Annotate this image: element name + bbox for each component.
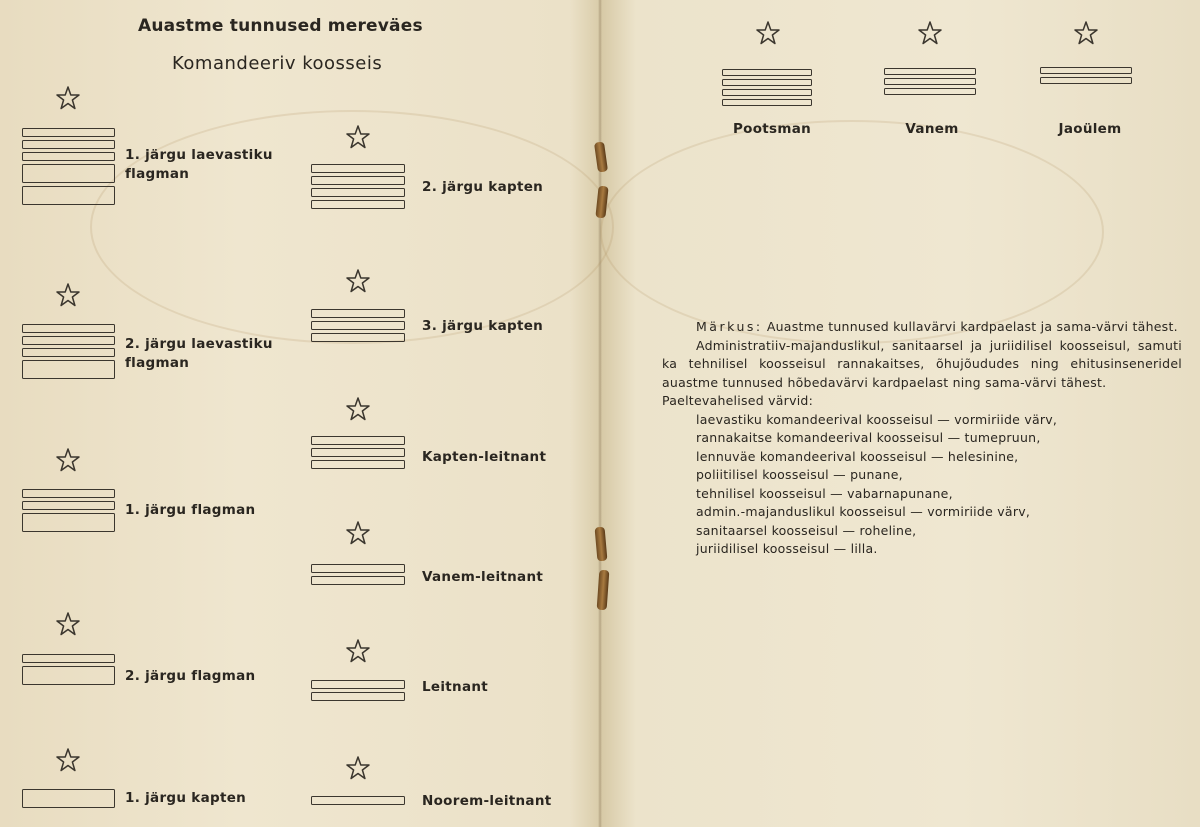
note-paragraph-2: Administratiiv-majanduslikul, sanitaarsel ja juriidilisel koosseisul, samuti ka tehnilisel koosseisul rannakaitses, õhujõududes ning ehitusinseneridel auastme tunnused hõbedavärvi kardpaelast ning sama-värvi tähest.	[662, 337, 1182, 390]
color-list-item: admin.-majanduslikul koosseisul — vormiriide värv,	[696, 504, 1031, 519]
rank-label: Noorem-leitnant	[422, 793, 552, 809]
star-outline-icon	[345, 268, 371, 294]
rank-label-line: 2. järgu flagman	[125, 668, 256, 684]
rank-insignia	[311, 796, 405, 805]
star-outline-icon	[345, 638, 371, 664]
star-outline-icon	[55, 747, 81, 773]
rank-label-line: 2. järgu laevastiku	[125, 336, 273, 352]
rank-label-line: 1. järgu laevastiku	[125, 147, 273, 163]
stripe-narrow	[311, 176, 405, 185]
stripe-narrow	[1040, 67, 1132, 74]
rank-insignia	[722, 69, 812, 106]
stripe-narrow	[311, 692, 405, 701]
color-list-item: lennuväe komandeerival koosseisul — helesinine,	[696, 448, 1019, 464]
rank-insignia	[311, 309, 405, 342]
stripe-narrow	[311, 309, 405, 318]
star-outline-icon	[55, 611, 81, 637]
rank-insignia	[22, 128, 115, 205]
stripe-narrow	[311, 576, 405, 585]
star-outline-icon	[345, 520, 371, 546]
rank-label-line: flagman	[125, 355, 190, 371]
rank-label: Pootsman	[732, 121, 812, 137]
stripe-narrow	[722, 89, 812, 96]
stripe-narrow	[311, 564, 405, 573]
stripe-wide	[22, 186, 115, 205]
color-list-item: sanitaarsel koosseisul — roheline,	[696, 522, 917, 538]
stripe-narrow	[722, 99, 812, 106]
rank-label: Jaoülem	[1058, 121, 1122, 137]
rank-insignia	[884, 68, 976, 95]
stripe-narrow	[311, 796, 405, 805]
stripe-narrow	[22, 348, 115, 357]
color-list-item: tehnilisel koosseisul — vabarnapunane,	[696, 485, 953, 501]
rank-label	[125, 335, 273, 373]
star-outline-icon	[55, 85, 81, 111]
star-outline-icon	[55, 282, 81, 308]
rank-insignia	[22, 654, 115, 685]
colors-list	[662, 411, 1182, 559]
stripe-narrow	[311, 448, 405, 457]
stripe-wide	[22, 513, 115, 532]
stripe-narrow	[22, 140, 115, 149]
stripe-narrow	[311, 188, 405, 197]
color-list-item: juriidilisel koosseisul — lilla.	[696, 541, 878, 556]
star-outline-icon	[345, 124, 371, 150]
rank-label	[125, 667, 255, 686]
rank-label-line: 1. järgu flagman	[125, 502, 256, 518]
stripe-narrow	[22, 336, 115, 345]
star-outline-icon	[755, 20, 781, 46]
rank-insignia	[311, 680, 405, 701]
stripe-narrow	[22, 324, 115, 333]
water-stain	[600, 120, 1104, 344]
page-subtitle: Komandeeriv koosseis	[172, 53, 383, 74]
stripe-narrow	[22, 152, 115, 161]
stripe-narrow	[311, 436, 405, 445]
rank-label	[125, 789, 246, 808]
stripe-narrow	[884, 88, 976, 95]
note-text: Auastme tunnused kullavärvi kardpaelast ja sama-värvi tähest.	[766, 319, 1178, 334]
stripe-wide	[22, 666, 115, 685]
stripe-wide	[22, 164, 115, 183]
page-title: Auastme tunnused mereväes	[138, 16, 423, 36]
stripe-narrow	[1040, 77, 1132, 84]
colors-heading: Paeltevahelised värvid:	[662, 393, 814, 408]
note-heading: Märkus:	[696, 319, 763, 334]
color-list-item: laevastiku komandeerival koosseisul — vormiriide värv,	[696, 411, 1058, 427]
rank-insignia	[22, 789, 115, 808]
stripe-narrow	[311, 333, 405, 342]
stripe-narrow	[722, 79, 812, 86]
stripe-narrow	[22, 501, 115, 510]
rank-insignia	[1040, 67, 1132, 84]
stripe-narrow	[884, 68, 976, 75]
star-outline-icon	[345, 396, 371, 422]
rank-insignia	[311, 164, 405, 209]
rank-label-line: flagman	[125, 166, 190, 182]
star-outline-icon	[1073, 20, 1099, 46]
stripe-wide	[22, 360, 115, 379]
stripe-narrow	[311, 200, 405, 209]
star-outline-icon	[917, 20, 943, 46]
rank-label-line: 1. järgu kapten	[125, 790, 247, 806]
stripe-narrow	[22, 654, 115, 663]
rank-label: Vanem-leitnant	[422, 569, 544, 585]
color-list-item: rannakaitse komandeerival koosseisul — tumepruun,	[696, 430, 1041, 445]
stripe-narrow	[311, 680, 405, 689]
rank-label: Vanem	[905, 121, 959, 137]
stripe-narrow	[722, 69, 812, 76]
rank-label: Leitnant	[422, 679, 489, 695]
color-list-item: poliitilisel koosseisul — punane,	[696, 467, 903, 482]
stripe-narrow	[311, 321, 405, 330]
stripe-wide	[22, 789, 115, 808]
stripe-narrow	[311, 460, 405, 469]
star-outline-icon	[55, 447, 81, 473]
rank-label: 3. järgu kapten	[422, 318, 544, 334]
note-paragraph-1	[662, 318, 1182, 337]
rank-label: 2. järgu kapten	[422, 179, 544, 195]
rank-insignia	[311, 564, 405, 585]
stripe-narrow	[22, 128, 115, 137]
rank-insignia	[22, 324, 115, 379]
center-fold	[598, 0, 602, 827]
note-block	[662, 318, 1182, 559]
rank-insignia	[22, 489, 115, 532]
rank-label	[125, 501, 255, 520]
rank-insignia	[311, 436, 405, 469]
rank-label: Kapten-leitnant	[422, 449, 547, 465]
rank-label	[125, 146, 273, 184]
stripe-narrow	[311, 164, 405, 173]
stripe-narrow	[884, 78, 976, 85]
stripe-narrow	[22, 489, 115, 498]
star-outline-icon	[345, 755, 371, 781]
